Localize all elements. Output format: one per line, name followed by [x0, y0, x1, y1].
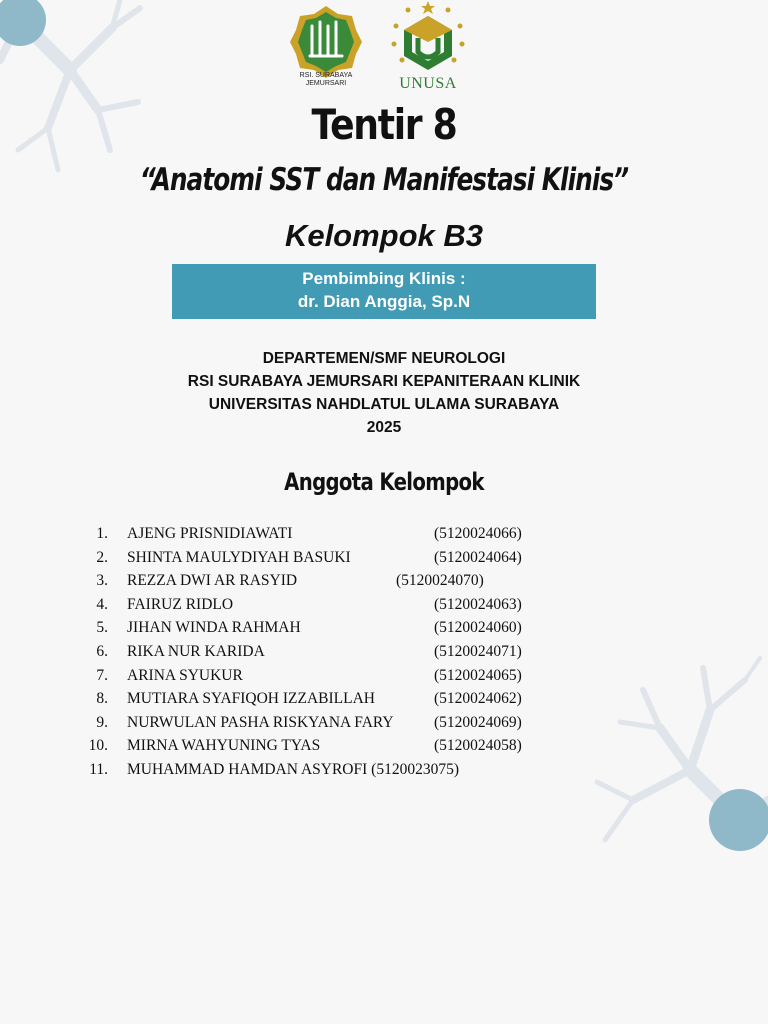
member-name: MIRNA WAHYUNING TYAS — [127, 737, 321, 755]
rsi-caption-line1: RSI. SURABAYA — [299, 72, 353, 79]
member-id: (5120024070) — [396, 572, 484, 590]
member-id: (5120024063) — [434, 595, 522, 613]
member-number: 1. — [96, 525, 108, 542]
members-heading: Anggota Kelompok — [284, 468, 484, 496]
rsi-caption-line2: JEMURSARI — [305, 80, 347, 87]
member-list — [0, 525, 768, 785]
member-name: ARINA SYUKUR — [127, 666, 243, 684]
member-row — [0, 572, 768, 596]
logo-bar — [0, 0, 768, 100]
member-name: SHINTA MAULYDIYAH BASUKI — [127, 548, 351, 566]
member-row — [0, 596, 768, 620]
member-id: (5120024058) — [434, 737, 522, 755]
advisor-name: dr. Dian Anggia, Sp.N — [297, 292, 471, 311]
member-number: 2. — [96, 548, 108, 566]
member-row — [0, 525, 768, 549]
department-line1: DEPARTEMEN/SMF NEUROLOGI — [262, 350, 506, 367]
member-id: (5120024062) — [434, 690, 522, 708]
department-year: 2025 — [366, 419, 402, 436]
member-id: (5120024069) — [434, 713, 522, 731]
member-id: (5120024071) — [434, 642, 522, 660]
member-row — [0, 619, 768, 643]
member-number: 5. — [96, 619, 108, 637]
member-name: MUTIARA SYAFIQOH IZZABILLAH — [127, 690, 375, 708]
member-row — [0, 549, 768, 573]
member-name: FAIRUZ RIDLO — [127, 595, 234, 613]
group-name: Kelompok B3 — [284, 218, 484, 253]
member-number: 6. — [96, 642, 108, 660]
member-name: AJENG PRISNIDIAWATI — [127, 525, 293, 542]
member-id: (5120024060) — [434, 619, 522, 637]
member-number: 4. — [96, 595, 108, 613]
member-name: REZZA DWI AR RASYID — [127, 572, 298, 590]
member-row — [0, 761, 768, 785]
member-row — [0, 714, 768, 738]
rsi-logo-caption — [286, 72, 366, 88]
advisor-label: Pembimbing Klinis : — [302, 269, 466, 288]
member-row — [0, 643, 768, 667]
member-number: 10. — [88, 737, 108, 755]
member-id: (5120024064) — [434, 548, 522, 566]
member-number: 9. — [96, 713, 108, 731]
member-name: NURWULAN PASHA RISKYANA FARY — [127, 713, 394, 731]
unusa-logo-caption: UNUSA — [399, 75, 457, 92]
member-number: 7. — [96, 666, 108, 684]
member-number: 3. — [96, 572, 108, 590]
department-line2: RSI SURABAYA JEMURSARI KEPANITERAAN KLINIK — [187, 373, 581, 390]
department-block — [0, 347, 768, 439]
member-name: JIHAN WINDA RAHMAH — [127, 619, 301, 637]
page-title: Tentir 8 — [311, 100, 457, 149]
member-id: (5120024066) — [434, 525, 522, 542]
department-line3: UNIVERSITAS NAHDLATUL ULAMA SURABAYA — [208, 396, 560, 413]
advisor-banner — [172, 264, 596, 319]
member-name: RIKA NUR KARIDA — [127, 642, 265, 660]
member-name: MUHAMMAD HAMDAN ASYROFI (5120023075) — [127, 760, 459, 778]
member-row — [0, 667, 768, 691]
topic-subtitle: “Anatomi SST dan Manifestasi Klinis” — [139, 162, 629, 198]
member-number: 8. — [96, 690, 108, 708]
member-id: (5120024065) — [434, 666, 522, 684]
member-row — [0, 690, 768, 714]
member-number: 11. — [89, 760, 108, 778]
member-row — [0, 737, 768, 761]
